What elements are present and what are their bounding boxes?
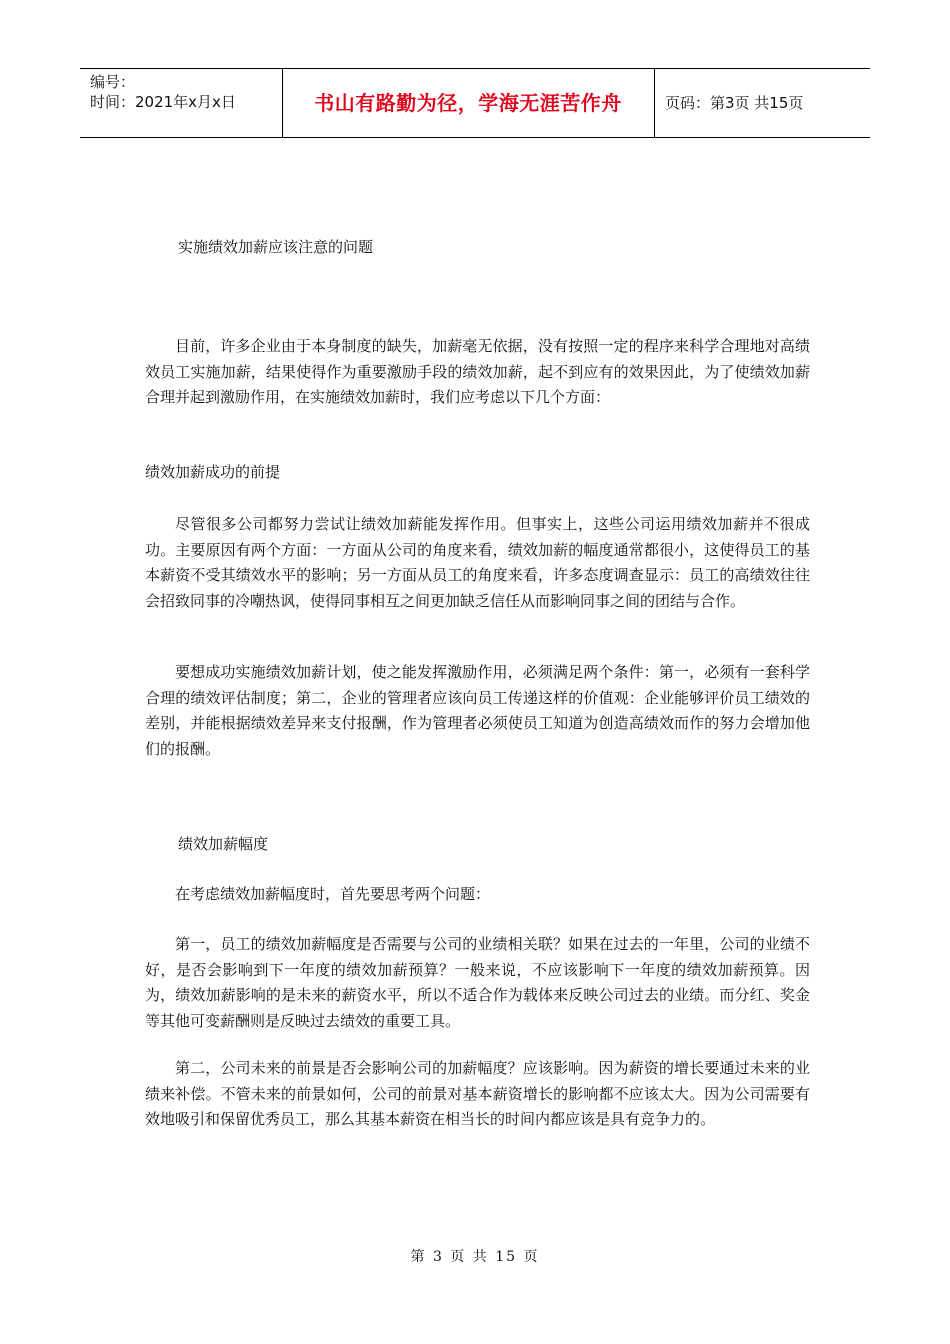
- header-meta: [90, 72, 282, 112]
- header-page-info: 页码：第3页 共15页: [665, 94, 804, 112]
- page-header: [80, 68, 870, 138]
- number-label: 编号：: [90, 73, 136, 91]
- header-divider-right: [654, 69, 655, 137]
- section1-paragraph-1: 尽管很多公司都努力尝试让绩效加薪能发挥作用。但事实上，这些公司运用绩效加薪并不很成功。主要原因有两个方面：一方面从公司的角度来看，绩效加薪的幅度通常都很小，这使得员工的基本薪资不受其绩效水平的影响；另一方面从员工的角度来看，许多态度调查显示：员工的高绩效往往会招致同事的冷嘲热讽，使得同事相互之间更加缺乏信任从而影响同事之间的团结与合作。: [145, 515, 810, 610]
- section1-paragraph-2: 要想成功实施绩效加薪计划，使之能发挥激励作用，必须满足两个条件：第一，必须有一套科学合理的绩效评估制度；第二，企业的管理者应该向员工传递这样的价值观：企业能够评价员工绩效的差别，并能根据绩效差异来支付报酬，作为管理者必须使员工知道为创造高绩效而作的努力会增加他们的报酬。: [145, 663, 810, 758]
- section2-paragraph-2: 第二，公司未来的前景是否会影响公司的加薪幅度？应该影响。因为薪资的增长要通过未来的业绩来补偿。不管未来的前景如何，公司的前景对基本薪资增长的影响都不应该太大。因为公司需要有效地吸引和保留优秀员工，那么其基本薪资在相当长的时间内都应该是具有竞争力的。: [145, 1059, 810, 1128]
- section-heading-prerequisite: 绩效加薪成功的前提: [145, 463, 281, 481]
- section-heading-magnitude: 绩效加薪幅度: [178, 835, 269, 853]
- header-motto: 书山有路勤为径，学海无涯苦作舟: [314, 91, 622, 115]
- intro-paragraph: 目前，许多企业由于本身制度的缺失，加薪毫无依据，没有按照一定的程序来科学合理地对高绩效员工实施加薪，结果使得作为重要激励手段的绩效加薪，起不到应有的效果因此，为了使绩效加薪合理并起到激励作用，在实施绩效加薪时，我们应考虑以下几个方面：: [145, 337, 810, 406]
- section2-paragraph-1: 第一，员工的绩效加薪幅度是否需要与公司的业绩相关联？如果在过去的一年里，公司的业绩不好，是否会影响到下一年度的绩效加薪预算？一般来说，不应该影响下一年度的绩效加薪预算。因为，绩效加薪影响的是未来的薪资水平，所以不适合作为载体来反映公司过去的业绩。而分红、奖金等其他可变薪酬则是反映过去绩效的重要工具。: [145, 935, 810, 1030]
- page-footer: 第 3 页 共 15 页: [410, 1249, 540, 1265]
- time-label: 时间：2021年x月x日: [90, 93, 236, 111]
- section2-intro: 在考虑绩效加薪幅度时，首先要思考两个问题：: [175, 885, 491, 903]
- article-title: 实施绩效加薪应该注意的问题: [178, 238, 374, 256]
